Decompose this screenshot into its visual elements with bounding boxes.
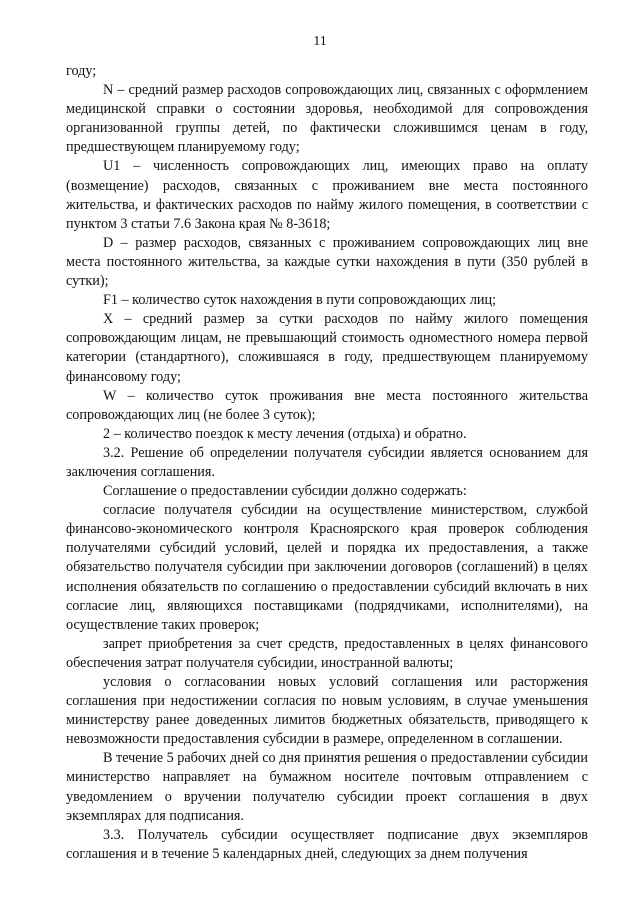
paragraph-currency-ban: запрет приобретения за счет средств, предоставленных в целях финансового обеспечения затрат получателя субсидии, иностранной валюты; bbox=[66, 635, 588, 671]
paragraph-definition-d: D – размер расходов, связанных с проживанием сопровождающих лиц вне места постоянного жительства, за каждые сутки нахождения в пути (350 рублей в сутки); bbox=[66, 234, 588, 290]
paragraph-definition-2: 2 – количество поездок к месту лечения (отдыха) и обратно. bbox=[103, 425, 467, 442]
paragraph-section-3-2: 3.2. Решение об определении получателя субсидии является основанием для заключения соглашения. bbox=[66, 444, 588, 480]
paragraph-definition-x: X – средний размер за сутки расходов по найму жилого помещения сопровождающим лицам, не превышающий стоимость одноместного номера первой категории (стандартного), сложившаяся в году, предшествующем планируемому финансовому году; bbox=[66, 311, 588, 385]
paragraph-agreement-contents: Соглашение о предоставлении субсидии должно содержать: bbox=[103, 483, 467, 500]
paragraph-draft-sending: В течение 5 рабочих дней со дня принятия решения о предоставлении субсидии министерство направляет на бумажном носителе почтовым отправлением с уведомлением о вручении получателю субсидии проект соглашения в двух экземплярах для подписания. bbox=[66, 750, 588, 824]
paragraph-definition-f1: F1 – количество суток нахождения в пути сопровождающих лиц; bbox=[103, 292, 497, 309]
paragraph-definition-n: N – средний размер расходов сопровождающих лиц, связанных с оформлением медицинской справки о состоянии здоровья, необходимой для сопровождения организованной группы детей, по фактически сложившимся ценам в году, предшествующем планируемому году; bbox=[66, 82, 588, 156]
paragraph-section-3-3: 3.3. Получатель субсидии осуществляет подписание двух экземпляров соглашения и в течение 5 календарных дней, следующих за днем получения bbox=[66, 826, 588, 862]
paragraph-consent-inspections: согласие получателя субсидии на осуществление министерством, службой финансово-экономического контроля Красноярского края проверок соблюдения получателями субсидий условий, целей и порядка их предоставления, а также обязательство получателя субсидии при заключении договоров (соглашений) в целях исполнения обязательств по соглашению о предоставлении субсидий включать в них согласие лиц, являющихся поставщиками (подрядчиками, исполнителями), на осуществление таких проверок; bbox=[66, 502, 588, 633]
paragraph-continuation: году; bbox=[66, 63, 97, 79]
paragraph-definition-u1: U1 – численность сопровождающих лиц, имеющих право на оплату (возмещение) расходов, связанных с проживанием вне места постоянного жительства, и фактических расходов по найму жилого помещения, в соответствии с пунктом 3 статьи 7.6 Закона края № 8-3618; bbox=[66, 158, 588, 232]
paragraph-definition-w: W – количество суток проживания вне места постоянного жительства сопровождающих лиц (не более 3 суток); bbox=[66, 387, 588, 423]
document-body bbox=[66, 62, 588, 864]
paragraph-new-conditions: условия о согласовании новых условий соглашения или расторжения соглашения при недостижении согласия по новым условиям, в случае уменьшения министерству ранее доведенных лимитов бюджетных обязательств, приводящего к невозможности предоставления субсидии в размере, определенном в соглашении. bbox=[66, 674, 588, 748]
page-number: 11 bbox=[313, 34, 327, 49]
